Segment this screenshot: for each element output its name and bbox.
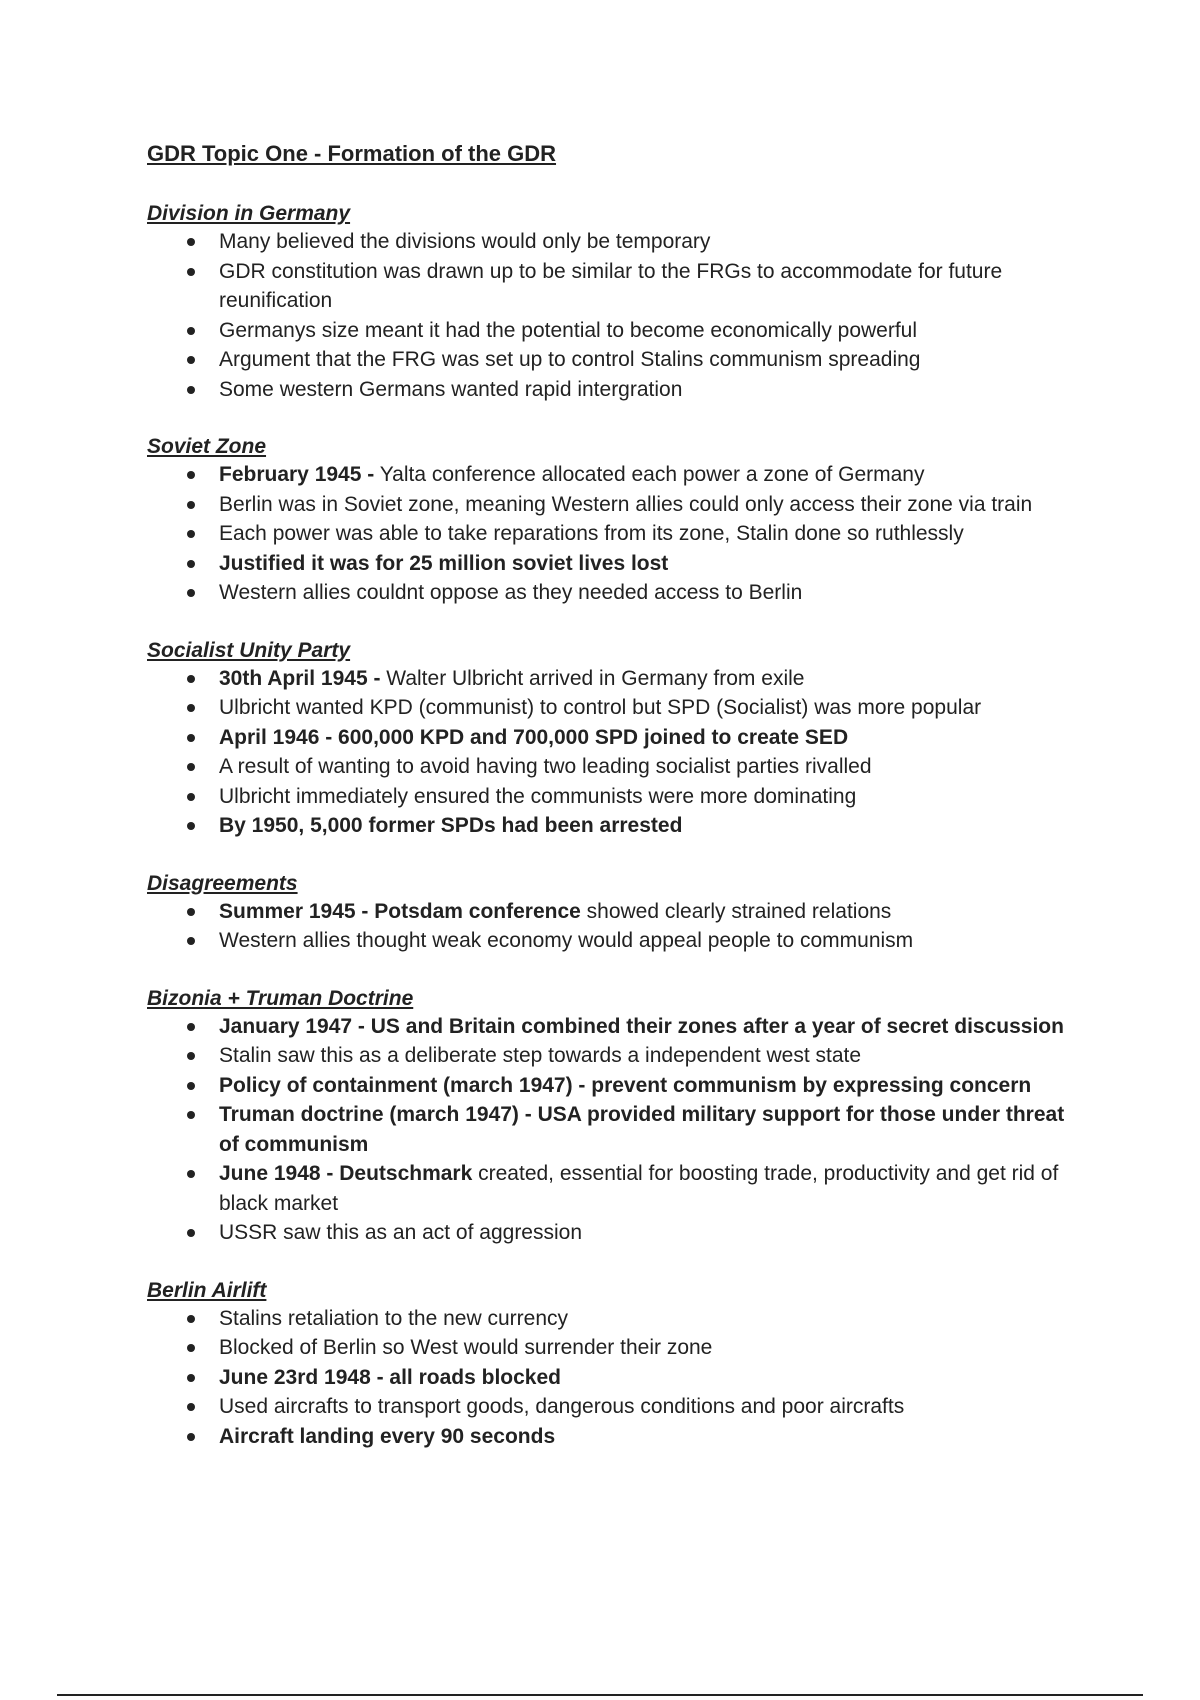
section xyxy=(147,1278,1077,1452)
list-item-bold: 30th April 1945 - xyxy=(219,666,381,690)
list-item-text: USSR saw this as an act of aggression xyxy=(219,1221,583,1244)
list-item xyxy=(147,897,1077,927)
list-item-text: Blocked of Berlin so West would surrender their zone xyxy=(219,1336,713,1359)
list-item-bold: June 1948 - Deutschmark xyxy=(219,1162,473,1185)
section xyxy=(147,638,1077,841)
section-heading: Socialist Unity Party xyxy=(147,638,351,662)
list-item xyxy=(147,782,1077,812)
list-item xyxy=(147,519,1077,549)
list-item-text: Walter Ulbricht arrived in Germany from exile xyxy=(380,666,805,690)
sections-container xyxy=(147,201,1077,1451)
list-item-bold: January 1947 - US and Britain combined their zones after a year of secret discussion xyxy=(219,1014,1064,1038)
list-item xyxy=(147,227,1077,257)
list-item xyxy=(147,723,1077,753)
list-item-text: Western allies couldnt oppose as they needed access to Berlin xyxy=(219,581,803,604)
list-item-text: Ulbricht wanted KPD (communist) to control but SPD (Socialist) was more popular xyxy=(219,696,982,719)
list-item xyxy=(147,1159,1077,1218)
list-item xyxy=(147,1100,1077,1159)
bullet-list xyxy=(147,897,1077,956)
list-item-text: Germanys size meant it had the potential to become economically powerful xyxy=(219,318,918,342)
list-item xyxy=(147,316,1077,346)
list-item-bold: Justified it was for 25 million soviet lives lost xyxy=(219,551,669,575)
list-item xyxy=(147,1304,1077,1334)
section-heading: Division in Germany xyxy=(147,202,351,225)
list-item-text: Berlin was in Soviet zone, meaning Western allies could only access their zone via train xyxy=(219,492,1033,516)
bullet-list xyxy=(147,664,1077,841)
list-item-bold: Summer 1945 - Potsdam conference xyxy=(219,899,581,923)
list-item-text: Stalin saw this as a deliberate step towards a independent west state xyxy=(219,1044,862,1067)
section xyxy=(147,201,1077,404)
document-page xyxy=(147,140,1077,1481)
list-item xyxy=(147,1333,1077,1363)
list-item-text: Stalins retaliation to the new currency xyxy=(219,1306,569,1330)
section-heading: Bizonia + Truman Doctrine xyxy=(147,986,414,1010)
list-item-text: Argument that the FRG was set up to control Stalins communism spreading xyxy=(219,348,921,371)
section-heading: Soviet Zone xyxy=(147,435,267,458)
list-item xyxy=(147,1041,1077,1071)
list-item xyxy=(147,1363,1077,1393)
list-item-text: showed clearly strained relations xyxy=(580,899,892,923)
list-item-text: Each power was able to take reparations from its zone, Stalin done so ruthlessly xyxy=(219,522,964,545)
list-item xyxy=(147,1392,1077,1422)
list-item xyxy=(147,375,1077,405)
list-item xyxy=(147,1422,1077,1452)
list-item-text: Yalta conference allocated each power a zone of Germany xyxy=(374,463,925,486)
list-item xyxy=(147,664,1077,694)
list-item-text: created, essential for boosting trade, productivity and get rid of black market xyxy=(219,1162,1059,1215)
list-item xyxy=(147,752,1077,782)
list-item-text: Western allies thought weak economy would appeal people to communism xyxy=(219,929,914,952)
page-title: GDR Topic One - Formation of the GDR xyxy=(147,141,557,166)
list-item xyxy=(147,460,1077,490)
list-item-bold: Truman doctrine (march 1947) - USA provided military support for those under threat of communism xyxy=(219,1103,1065,1156)
list-item xyxy=(147,1071,1077,1101)
bullet-list xyxy=(147,1012,1077,1248)
list-item xyxy=(147,578,1077,608)
list-item-bold: By 1950, 5,000 former SPDs had been arrested xyxy=(219,814,683,837)
bullet-list xyxy=(147,1304,1077,1452)
section-heading: Berlin Airlift xyxy=(147,1278,267,1302)
list-item-bold: Aircraft landing every 90 seconds xyxy=(219,1424,556,1448)
list-item xyxy=(147,693,1077,723)
bullet-list xyxy=(147,460,1077,608)
list-item-bold: February 1945 - xyxy=(219,463,375,486)
list-item-text: A result of wanting to avoid having two leading socialist parties rivalled xyxy=(219,755,872,778)
bullet-list xyxy=(147,227,1077,404)
section xyxy=(147,871,1077,956)
section xyxy=(147,434,1077,608)
list-item-text: Ulbricht immediately ensured the communists were more dominating xyxy=(219,784,857,808)
list-item xyxy=(147,1012,1077,1042)
section-heading: Disagreements xyxy=(147,871,298,895)
list-item-text: Many believed the divisions would only be temporary xyxy=(219,230,711,253)
list-item xyxy=(147,811,1077,841)
section xyxy=(147,986,1077,1248)
list-item xyxy=(147,490,1077,520)
list-item xyxy=(147,926,1077,956)
list-item-bold: April 1946 - 600,000 KPD and 700,000 SPD joined to create SED xyxy=(219,725,849,749)
list-item xyxy=(147,257,1077,316)
list-item-bold: Policy of containment (march 1947) - prevent communism by expressing concern xyxy=(219,1073,1032,1097)
list-item xyxy=(147,549,1077,579)
list-item-text: GDR constitution was drawn up to be similar to the FRGs to accommodate for future reunification xyxy=(219,259,1003,312)
list-item-text: Some western Germans wanted rapid intergration xyxy=(219,377,683,401)
list-item xyxy=(147,345,1077,375)
list-item-bold: June 23rd 1948 - all roads blocked xyxy=(219,1365,561,1389)
bottom-rule xyxy=(57,1694,1143,1696)
list-item-text: Used aircrafts to transport goods, dangerous conditions and poor aircrafts xyxy=(219,1395,905,1418)
list-item xyxy=(147,1218,1077,1248)
